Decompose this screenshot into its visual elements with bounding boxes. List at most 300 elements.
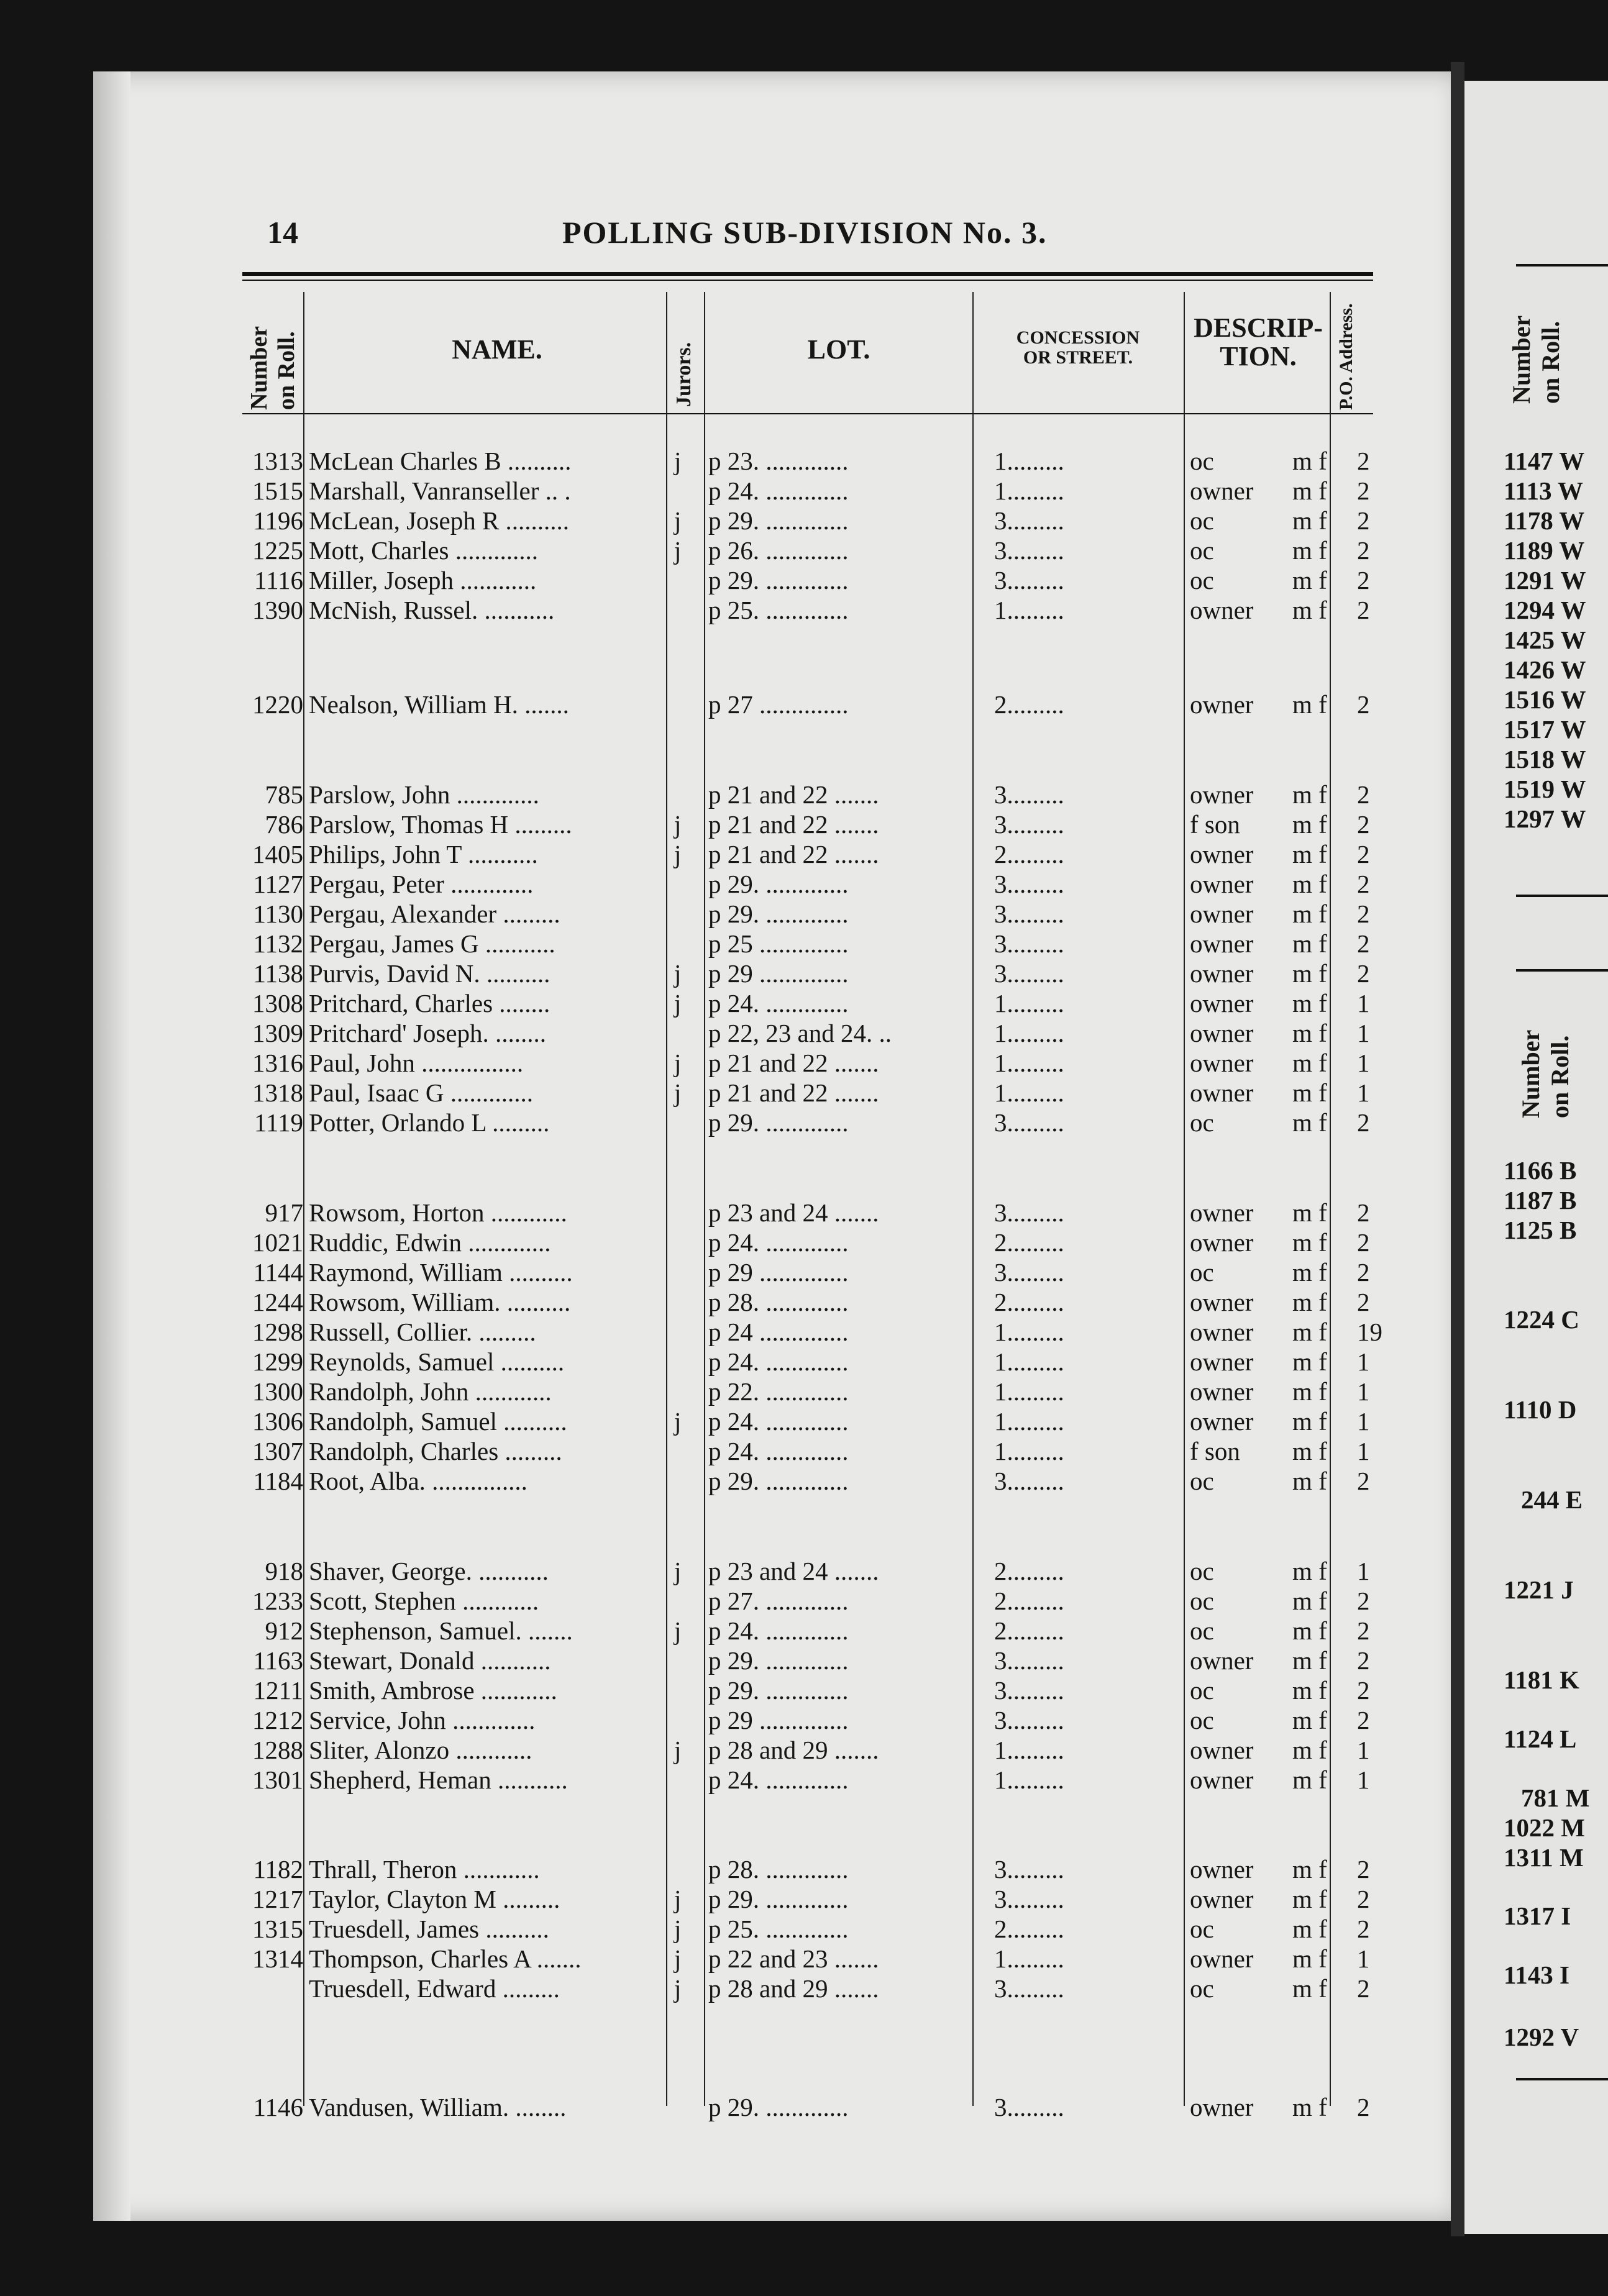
description-value: oc [1190, 1557, 1214, 1585]
po-address-value: 1 [1357, 1736, 1370, 1764]
right-table-row [1504, 506, 1608, 535]
table-row [0, 809, 1370, 839]
roll-number: 1217 [252, 1885, 303, 1913]
voter-name: Root, Alba. ............... [309, 1467, 528, 1495]
description-value: owner [1190, 1377, 1254, 1406]
roll-number: 244 [1521, 1485, 1560, 1514]
roll-number: 1315 [252, 1915, 303, 1943]
description-value: owner [1190, 1318, 1254, 1346]
col-header-description: DESCRIP- TION. [1194, 312, 1323, 372]
right-rule [1516, 969, 1608, 972]
voter-name-fragment: W [1555, 685, 1586, 714]
juror-mark: j [674, 1557, 682, 1585]
roll-number: 1220 [252, 690, 303, 719]
roll-number: 1288 [252, 1736, 303, 1764]
lot-value: p 24. ............. [708, 476, 849, 505]
voter-name: Paul, John ................ [309, 1049, 524, 1077]
table-row [0, 1974, 1370, 2003]
voter-name: Randolph, Charles ......... [309, 1437, 562, 1465]
voter-name: Nealson, William H. ....... [309, 690, 569, 719]
juror-mark: j [674, 506, 682, 535]
concession-value: 3......... [994, 810, 1064, 839]
roll-number: 1309 [252, 1019, 303, 1047]
roll-number: 1225 [252, 536, 303, 565]
roll-number: 1181 [1504, 1665, 1553, 1694]
mf-value: m f [1292, 1557, 1327, 1585]
mf-value: m f [1292, 840, 1327, 868]
voter-name-fragment: B [1553, 1186, 1577, 1214]
roll-number: 1519 [1504, 775, 1555, 803]
table-row [0, 1257, 1370, 1287]
concession-value: 1......... [994, 989, 1064, 1018]
lot-value: p 27 .............. [708, 690, 849, 719]
concession-value: 2......... [994, 1228, 1064, 1257]
po-address-value: 1 [1357, 989, 1370, 1018]
concession-value: 2......... [994, 1915, 1064, 1943]
juror-mark: j [674, 959, 682, 988]
lot-value: p 24. ............. [708, 989, 849, 1018]
page-title: POLLING SUB-DIVISION No. 3. [562, 215, 1048, 250]
table-row [0, 1078, 1370, 1107]
mf-value: m f [1292, 780, 1327, 809]
concession-value: 1......... [994, 1019, 1064, 1047]
col-header-jurors: Jurors. [672, 342, 695, 407]
concession-value: 2......... [994, 1288, 1064, 1316]
concession-value: 1......... [994, 447, 1064, 475]
right-table-row [1504, 1215, 1608, 1244]
mf-value: m f [1292, 1736, 1327, 1764]
description-value: owner [1190, 596, 1254, 624]
mf-value: m f [1292, 900, 1327, 928]
concession-value: 1......... [994, 1347, 1064, 1376]
roll-number: 1127 [253, 870, 303, 898]
concession-value: 2......... [994, 840, 1064, 868]
roll-number: 1300 [252, 1377, 303, 1406]
right-table-row [1504, 744, 1608, 773]
concession-value: 3......... [994, 929, 1064, 958]
roll-number: 786 [265, 810, 303, 839]
voter-name: Parslow, John ............. [309, 780, 539, 809]
po-address-value: 2 [1357, 1258, 1370, 1287]
voter-name-fragment: M [1555, 1813, 1585, 1842]
roll-number: 1211 [253, 1676, 303, 1705]
roll-number: 785 [265, 780, 303, 809]
concession-value: 3......... [994, 870, 1064, 898]
description-value: f son [1190, 810, 1240, 839]
right-rule [1516, 264, 1608, 266]
roll-number: 1022 [1504, 1813, 1555, 1842]
right-col-header: Number on Roll. [1507, 315, 1565, 404]
voter-name-fragment: W [1553, 506, 1585, 535]
right-table-row [1504, 1665, 1608, 1694]
voter-name: Paul, Isaac G ............. [309, 1078, 533, 1107]
juror-mark: j [674, 447, 682, 475]
roll-number: 1306 [252, 1407, 303, 1436]
description-value: owner [1190, 1885, 1254, 1913]
voter-name: Russell, Collier. ......... [309, 1318, 536, 1346]
voter-name: Mott, Charles ............. [309, 536, 538, 565]
lot-value: p 29. ............. [708, 506, 849, 535]
lot-value: p 24. ............. [708, 1437, 849, 1465]
description-value: owner [1190, 1407, 1254, 1436]
voter-name-fragment: W [1555, 804, 1586, 833]
right-table-row [1504, 655, 1608, 684]
roll-number: 1244 [252, 1288, 303, 1316]
roll-number: 1301 [252, 1765, 303, 1794]
table-row [0, 476, 1370, 505]
lot-value: p 22, 23 and 24. .. [708, 1019, 892, 1047]
mf-value: m f [1292, 690, 1327, 719]
po-address-value: 2 [1357, 780, 1370, 809]
right-table-row [1504, 565, 1608, 594]
concession-value: 3......... [994, 1706, 1064, 1734]
right-table-row [1504, 1305, 1608, 1334]
roll-number: 1317 [1504, 1902, 1555, 1930]
description-value: oc [1190, 1587, 1214, 1615]
table-row [0, 1108, 1370, 1137]
right-table-row [1521, 1485, 1608, 1514]
mf-value: m f [1292, 506, 1327, 535]
table-row [0, 1466, 1370, 1495]
table-row [0, 2092, 1370, 2121]
lot-value: p 21 and 22 ....... [708, 810, 879, 839]
mf-value: m f [1292, 1855, 1327, 1884]
po-address-value: 1 [1357, 1078, 1370, 1107]
voter-name-fragment: W [1555, 596, 1586, 624]
roll-number: 1426 [1504, 655, 1555, 684]
roll-number: 1318 [252, 1078, 303, 1107]
right-col-header-2: Number on Roll. [1517, 1029, 1574, 1118]
po-address-value: 2 [1357, 1616, 1370, 1645]
concession-value: 1......... [994, 1377, 1064, 1406]
po-address-value: 2 [1357, 476, 1370, 505]
roll-number: 781 [1521, 1784, 1560, 1812]
description-value: owner [1190, 1228, 1254, 1257]
concession-value: 3......... [994, 1646, 1064, 1675]
voter-name: Thompson, Charles A ....... [309, 1944, 582, 1973]
roll-number: 1313 [252, 447, 303, 475]
lot-value: p 29. ............. [708, 1467, 849, 1495]
description-value: oc [1190, 566, 1214, 594]
concession-value: 3......... [994, 506, 1064, 535]
po-address-value: 2 [1357, 810, 1370, 839]
concession-value: 1......... [994, 1407, 1064, 1436]
roll-number: 1311 [1504, 1843, 1553, 1872]
lot-value: p 23 and 24 ....... [708, 1198, 879, 1227]
description-value: f son [1190, 1437, 1240, 1465]
voter-name-fragment: I [1555, 1902, 1571, 1930]
mf-value: m f [1292, 1467, 1327, 1495]
table-row [0, 780, 1370, 809]
mf-value: m f [1292, 1108, 1327, 1137]
table-row [0, 535, 1370, 565]
voter-name: Pergau, Alexander ......... [309, 900, 560, 928]
po-address-value: 2 [1357, 506, 1370, 535]
po-address-value: 1 [1357, 1765, 1370, 1794]
roll-number: 1390 [252, 596, 303, 624]
right-table-row [1504, 1724, 1608, 1753]
po-address-value: 2 [1357, 2093, 1370, 2121]
description-value: owner [1190, 1078, 1254, 1107]
voter-name-fragment: M [1559, 1784, 1590, 1812]
concession-value: 1......... [994, 1765, 1064, 1794]
concession-value: 3......... [994, 536, 1064, 565]
po-address-value: 2 [1357, 536, 1370, 565]
description-value: owner [1190, 1855, 1254, 1884]
voter-name: Pergau, Peter ............. [309, 870, 534, 898]
po-address-value: 19 [1357, 1318, 1382, 1346]
header-rule-bottom [242, 413, 1373, 414]
lot-value: p 24. ............. [708, 1407, 849, 1436]
roll-number: 1113 [1504, 476, 1552, 505]
col-header-po-address: P.O. Address. [1336, 303, 1356, 410]
description-value: owner [1190, 929, 1254, 958]
po-address-value: 2 [1357, 447, 1370, 475]
lot-value: p 28. ............. [708, 1288, 849, 1316]
voter-name: Scott, Stephen ............ [309, 1587, 539, 1615]
roll-number: 1517 [1504, 715, 1555, 744]
lot-value: p 21 and 22 ....... [708, 1049, 879, 1077]
description-value: owner [1190, 1646, 1254, 1675]
roll-number: 1516 [1504, 685, 1555, 714]
voter-name: Service, John ............. [309, 1706, 536, 1734]
lot-value: p 28 and 29 ....... [708, 1736, 879, 1764]
juror-mark: j [674, 536, 682, 565]
table-row [0, 1556, 1370, 1585]
table-row [0, 1347, 1370, 1376]
voter-name: Miller, Joseph ............ [309, 566, 537, 594]
mf-value: m f [1292, 566, 1327, 594]
voter-name-fragment: I [1553, 1961, 1569, 1989]
concession-value: 2......... [994, 1557, 1064, 1585]
table-row [0, 899, 1370, 928]
voter-name-fragment: W [1555, 655, 1586, 684]
mf-value: m f [1292, 476, 1327, 505]
right-table-row [1504, 625, 1608, 654]
juror-mark: j [674, 1885, 682, 1913]
concession-value: 1......... [994, 476, 1064, 505]
table-row [0, 959, 1370, 988]
description-value: oc [1190, 1108, 1214, 1137]
description-value: oc [1190, 506, 1214, 535]
po-address-value: 2 [1357, 1646, 1370, 1675]
voter-name: Shaver, George. ........... [309, 1557, 549, 1585]
roll-number: 1132 [253, 929, 303, 958]
voter-name-fragment: W [1553, 447, 1585, 475]
roll-number: 1294 [1504, 596, 1555, 624]
po-address-value: 2 [1357, 900, 1370, 928]
voter-name-fragment: W [1555, 566, 1586, 594]
concession-value: 3......... [994, 2093, 1064, 2121]
lot-value: p 27. ............. [708, 1587, 849, 1615]
description-value: owner [1190, 870, 1254, 898]
mf-value: m f [1292, 1765, 1327, 1794]
right-table-row [1504, 476, 1608, 505]
voter-name: Randolph, Samuel .......... [309, 1407, 567, 1436]
book-spine [1451, 62, 1464, 2236]
description-value: oc [1190, 447, 1214, 475]
lot-value: p 22 and 23 ....... [708, 1944, 879, 1973]
roll-number: 918 [265, 1557, 303, 1585]
col-header-name: NAME. [452, 334, 542, 365]
roll-number: 1425 [1504, 626, 1555, 654]
mf-value: m f [1292, 870, 1327, 898]
voter-name-fragment: V [1555, 2023, 1579, 2051]
juror-mark: j [674, 1078, 682, 1107]
concession-value: 2......... [994, 1616, 1064, 1645]
description-value: oc [1190, 1676, 1214, 1705]
table-row [0, 565, 1370, 594]
concession-value: 3......... [994, 1974, 1064, 2003]
mf-value: m f [1292, 1407, 1327, 1436]
right-table-row [1504, 1395, 1608, 1424]
lot-value: p 29. ............. [708, 2093, 849, 2121]
po-address-value: 1 [1357, 1019, 1370, 1047]
lot-value: p 29. ............. [708, 870, 849, 898]
lot-value: p 24. ............. [708, 1765, 849, 1794]
roll-number: 1298 [252, 1318, 303, 1346]
lot-value: p 29 .............. [708, 1258, 849, 1287]
juror-mark: j [674, 1616, 682, 1645]
description-value: owner [1190, 1019, 1254, 1047]
concession-value: 3......... [994, 1108, 1064, 1137]
lot-value: p 26. ............. [708, 536, 849, 565]
mf-value: m f [1292, 1944, 1327, 1973]
right-table-row [1504, 1901, 1608, 1930]
roll-number: 1130 [253, 900, 303, 928]
po-address-value: 2 [1357, 929, 1370, 958]
roll-number: 1146 [253, 2093, 303, 2121]
juror-mark: j [674, 1736, 682, 1764]
concession-value: 3......... [994, 566, 1064, 594]
description-value: owner [1190, 989, 1254, 1018]
voter-name-fragment: D [1551, 1395, 1577, 1424]
roll-number: 1307 [252, 1437, 303, 1465]
voter-name-fragment: W [1555, 745, 1586, 773]
mf-value: m f [1292, 1347, 1327, 1376]
right-table-row [1504, 774, 1608, 803]
lot-value: p 28. ............. [708, 1855, 849, 1884]
po-address-value: 2 [1357, 840, 1370, 868]
table-row [0, 595, 1370, 624]
juror-mark: j [674, 1915, 682, 1943]
voter-name: Potter, Orlando L ......... [309, 1108, 550, 1137]
mf-value: m f [1292, 1706, 1327, 1734]
voter-name: Rowsom, William. .......... [309, 1288, 571, 1316]
table-row [0, 1914, 1370, 1943]
right-table-row [1504, 2022, 1608, 2051]
voter-name: Pritchard, Charles ........ [309, 989, 550, 1018]
mf-value: m f [1292, 596, 1327, 624]
roll-number: 1292 [1504, 2023, 1555, 2051]
lot-value: p 24. ............. [708, 1616, 849, 1645]
lot-value: p 23. ............. [708, 447, 849, 475]
table-row [0, 1406, 1370, 1436]
right-table-row [1504, 595, 1608, 624]
lot-value: p 25. ............. [708, 596, 849, 624]
right-table-row [1521, 1783, 1608, 1812]
roll-number: 1314 [252, 1944, 303, 1973]
roll-number: 1187 [1504, 1186, 1553, 1214]
description-value: owner [1190, 2093, 1254, 2121]
concession-value: 2......... [994, 1587, 1064, 1615]
roll-number: 1138 [253, 959, 303, 988]
table-row [0, 1228, 1370, 1257]
voter-name: Purvis, David N. .......... [309, 959, 550, 988]
description-value: owner [1190, 1049, 1254, 1077]
po-address-value: 1 [1357, 1557, 1370, 1585]
table-row [0, 1018, 1370, 1047]
voter-name: McNish, Russel. ........... [309, 596, 555, 624]
po-address-value: 2 [1357, 959, 1370, 988]
mf-value: m f [1292, 2093, 1327, 2121]
description-value: oc [1190, 1915, 1214, 1943]
po-address-value: 2 [1357, 1467, 1370, 1495]
concession-value: 1......... [994, 1736, 1064, 1764]
voter-name: Pritchard' Joseph. ........ [309, 1019, 547, 1047]
mf-value: m f [1292, 1049, 1327, 1077]
mf-value: m f [1292, 1377, 1327, 1406]
voter-name-fragment: W [1555, 715, 1586, 744]
description-value: owner [1190, 1198, 1254, 1227]
po-address-value: 2 [1357, 1676, 1370, 1705]
table-row [0, 1854, 1370, 1884]
description-value: owner [1190, 1944, 1254, 1973]
table-row [0, 1317, 1382, 1346]
table-row [0, 988, 1370, 1018]
table-row [0, 1705, 1370, 1734]
voter-name: Shepherd, Heman ........... [309, 1765, 568, 1794]
voter-name-fragment: W [1555, 775, 1586, 803]
mf-value: m f [1292, 1019, 1327, 1047]
po-address-value: 2 [1357, 1228, 1370, 1257]
table-row [0, 1436, 1370, 1465]
voter-name: Marshall, Vanranseller .. . [309, 476, 571, 505]
mf-value: m f [1292, 1915, 1327, 1943]
juror-mark: j [674, 989, 682, 1018]
concession-value: 3......... [994, 1885, 1064, 1913]
right-table-row [1504, 1185, 1608, 1214]
mf-value: m f [1292, 959, 1327, 988]
voter-name-fragment: C [1555, 1305, 1579, 1334]
concession-value: 2......... [994, 690, 1064, 719]
mf-value: m f [1292, 1078, 1327, 1107]
voter-name: Randolph, John ............ [309, 1377, 552, 1406]
mf-value: m f [1292, 1974, 1327, 2003]
description-value: owner [1190, 900, 1254, 928]
voter-name: Raymond, William .......... [309, 1258, 573, 1287]
table-row [0, 1616, 1370, 1645]
roll-number: 1189 [1504, 536, 1553, 565]
po-address-value: 2 [1357, 1974, 1370, 2003]
mf-value: m f [1292, 1198, 1327, 1227]
lot-value: p 28 and 29 ....... [708, 1974, 879, 2003]
voter-name: Taylor, Clayton M ......... [309, 1885, 560, 1913]
mf-value: m f [1292, 1288, 1327, 1316]
po-address-value: 2 [1357, 596, 1370, 624]
concession-value: 3......... [994, 1258, 1064, 1287]
voter-name: Reynolds, Samuel .......... [309, 1347, 565, 1376]
concession-value: 1......... [994, 1437, 1064, 1465]
po-address-value: 2 [1357, 1587, 1370, 1615]
table-row [0, 1646, 1370, 1675]
table-row [0, 506, 1370, 535]
roll-number: 1221 [1504, 1575, 1555, 1604]
juror-mark: j [674, 840, 682, 868]
concession-value: 1......... [994, 1078, 1064, 1107]
concession-value: 3......... [994, 1467, 1064, 1495]
voter-name: Parslow, Thomas H ......... [309, 810, 572, 839]
